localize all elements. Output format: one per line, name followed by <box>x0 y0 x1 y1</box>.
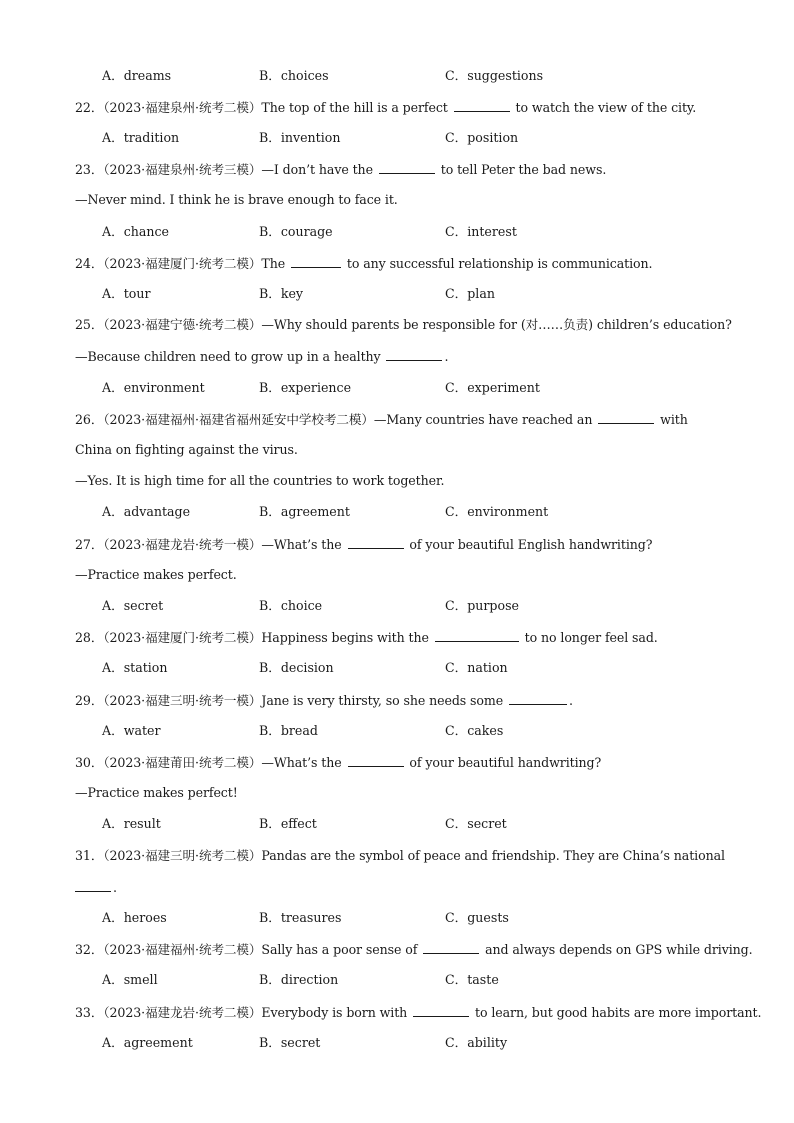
dialogue-reply: —Never mind. I think he is brave enough to face it. <box>75 192 398 207</box>
question-text-prefix: 26．（2023·福建福州·福建省福州延安中学校考二模）—Many countries have reached an <box>75 412 597 427</box>
question-text <box>75 536 652 553</box>
answer-blank[interactable] <box>598 411 654 424</box>
option-a[interactable]: A．tour <box>102 286 151 301</box>
question-text-prefix: 27．（2023·福建龙岩·统考一模）—What’s the <box>75 537 346 552</box>
question-text: 25．（2023·福建宁德·统考二模）—Why should parents be responsible for (对……负责) children’s education? <box>75 317 732 332</box>
option-a[interactable]: A．advantage <box>102 504 191 519</box>
option-b[interactable]: B．bread <box>259 723 318 738</box>
option-c[interactable]: C．environment <box>445 504 549 519</box>
question-text-suffix: and always depends on GPS while driving. <box>481 942 753 957</box>
question-text-suffix: to any successful relationship is communication. <box>342 256 653 271</box>
question-text-prefix: 33．（2023·福建龙岩·统考二模）Everybody is born with <box>75 1005 412 1020</box>
question-text-prefix: 28．（2023·福建厦门·统考二模）Happiness begins with the <box>75 630 433 645</box>
question-text-prefix: 24．（2023·福建厦门·统考二模）The <box>75 256 289 271</box>
question-text-prefix: 30．（2023·福建莆田·统考二模）—What’s the <box>75 755 346 770</box>
question-text-suffix: to learn, but good habits are more important. <box>471 1005 762 1020</box>
option-b[interactable]: B．direction <box>259 972 339 987</box>
question-text-continued <box>75 879 117 896</box>
question-text-suffix: to watch the view of the city. <box>511 100 697 115</box>
answer-blank[interactable] <box>386 348 442 361</box>
option-c[interactable]: C．ability <box>445 1035 508 1050</box>
question-text <box>75 255 652 272</box>
option-b[interactable]: B．treasures <box>259 910 342 925</box>
option-b[interactable]: B．secret <box>259 1035 321 1050</box>
option-c[interactable]: C．experiment <box>445 380 540 395</box>
option-a[interactable]: A．heroes <box>102 910 167 925</box>
answer-blank[interactable] <box>348 536 404 549</box>
option-b[interactable]: B．choices <box>259 68 329 83</box>
option-c[interactable]: C．guests <box>445 910 509 925</box>
option-b[interactable]: B．choice <box>259 598 323 613</box>
question-text <box>75 692 573 709</box>
answer-blank[interactable] <box>509 692 567 705</box>
question-text-suffix: . <box>444 349 449 364</box>
option-a[interactable]: A．water <box>102 723 161 738</box>
option-c[interactable]: C．suggestions <box>445 68 544 83</box>
answer-blank[interactable] <box>348 754 404 767</box>
option-a[interactable]: A．result <box>102 816 161 831</box>
question-text <box>75 1004 761 1021</box>
answer-blank[interactable] <box>423 941 479 954</box>
option-a[interactable]: A．dreams <box>102 68 172 83</box>
option-a[interactable]: A．chance <box>102 224 169 239</box>
answer-blank[interactable] <box>413 1004 469 1017</box>
option-c[interactable]: C．secret <box>445 816 507 831</box>
option-c[interactable]: C．nation <box>445 660 508 675</box>
question-text: 31．（2023·福建三明·统考二模）Pandas are the symbol of peace and friendship. They are China’s national <box>75 848 725 863</box>
answer-blank[interactable] <box>379 161 435 174</box>
dialogue-reply: —Practice makes perfect. <box>75 567 237 582</box>
question-text <box>75 411 688 428</box>
option-c[interactable]: C．cakes <box>445 723 504 738</box>
question-text-prefix: 22．（2023·福建泉州·统考二模）The top of the hill is a perfect <box>75 100 452 115</box>
option-b[interactable]: B．courage <box>259 224 333 239</box>
option-c[interactable]: C．position <box>445 130 519 145</box>
option-c[interactable]: C．taste <box>445 972 499 987</box>
answer-blank[interactable] <box>291 255 341 268</box>
option-b[interactable]: B．experience <box>259 380 352 395</box>
question-text <box>75 629 658 646</box>
dialogue-reply: —Practice makes perfect! <box>75 785 238 800</box>
question-text-prefix: 29．（2023·福建三明·统考一模）Jane is very thirsty, so she needs some <box>75 693 507 708</box>
question-text-suffix: . <box>569 693 573 708</box>
question-text-suffix: to tell Peter the bad news. <box>436 162 607 177</box>
option-b[interactable]: B．agreement <box>259 504 350 519</box>
option-a[interactable]: A．environment <box>102 380 205 395</box>
option-a[interactable]: A．smell <box>102 972 158 987</box>
question-text <box>75 941 753 958</box>
option-a[interactable]: A．agreement <box>102 1035 193 1050</box>
dialogue-reply <box>75 348 448 365</box>
question-text <box>75 754 601 771</box>
question-text <box>75 161 606 178</box>
question-text-prefix: 23．（2023·福建泉州·统考三模）—I don’t have the <box>75 162 377 177</box>
option-a[interactable]: A．secret <box>102 598 164 613</box>
answer-blank[interactable] <box>454 99 510 112</box>
question-text-prefix: 32．（2023·福建福州·统考二模）Sally has a poor sense of <box>75 942 422 957</box>
answer-blank[interactable] <box>75 879 111 892</box>
option-b[interactable]: B．key <box>259 286 304 301</box>
question-text-suffix: . <box>113 880 117 895</box>
answer-blank[interactable] <box>435 629 519 642</box>
option-a[interactable]: A．tradition <box>102 130 180 145</box>
option-b[interactable]: B．effect <box>259 816 317 831</box>
option-c[interactable]: C．plan <box>445 286 495 301</box>
option-b[interactable]: B．invention <box>259 130 341 145</box>
option-a[interactable]: A．station <box>102 660 168 675</box>
question-text-suffix: of your beautiful English handwriting? <box>405 537 653 552</box>
question-text-prefix: —Because children need to grow up in a healthy <box>75 349 385 364</box>
dialogue-reply: —Yes. It is high time for all the countries to work together. <box>75 473 445 488</box>
option-b[interactable]: B．decision <box>259 660 334 675</box>
option-c[interactable]: C．interest <box>445 224 517 239</box>
question-text <box>75 99 696 116</box>
option-c[interactable]: C．purpose <box>445 598 519 613</box>
question-text-suffix: to no longer feel sad. <box>520 630 658 645</box>
question-text-suffix: with <box>656 412 688 427</box>
question-text-continued: China on fighting against the virus. <box>75 442 298 457</box>
question-text-suffix: of your beautiful handwriting? <box>405 755 602 770</box>
